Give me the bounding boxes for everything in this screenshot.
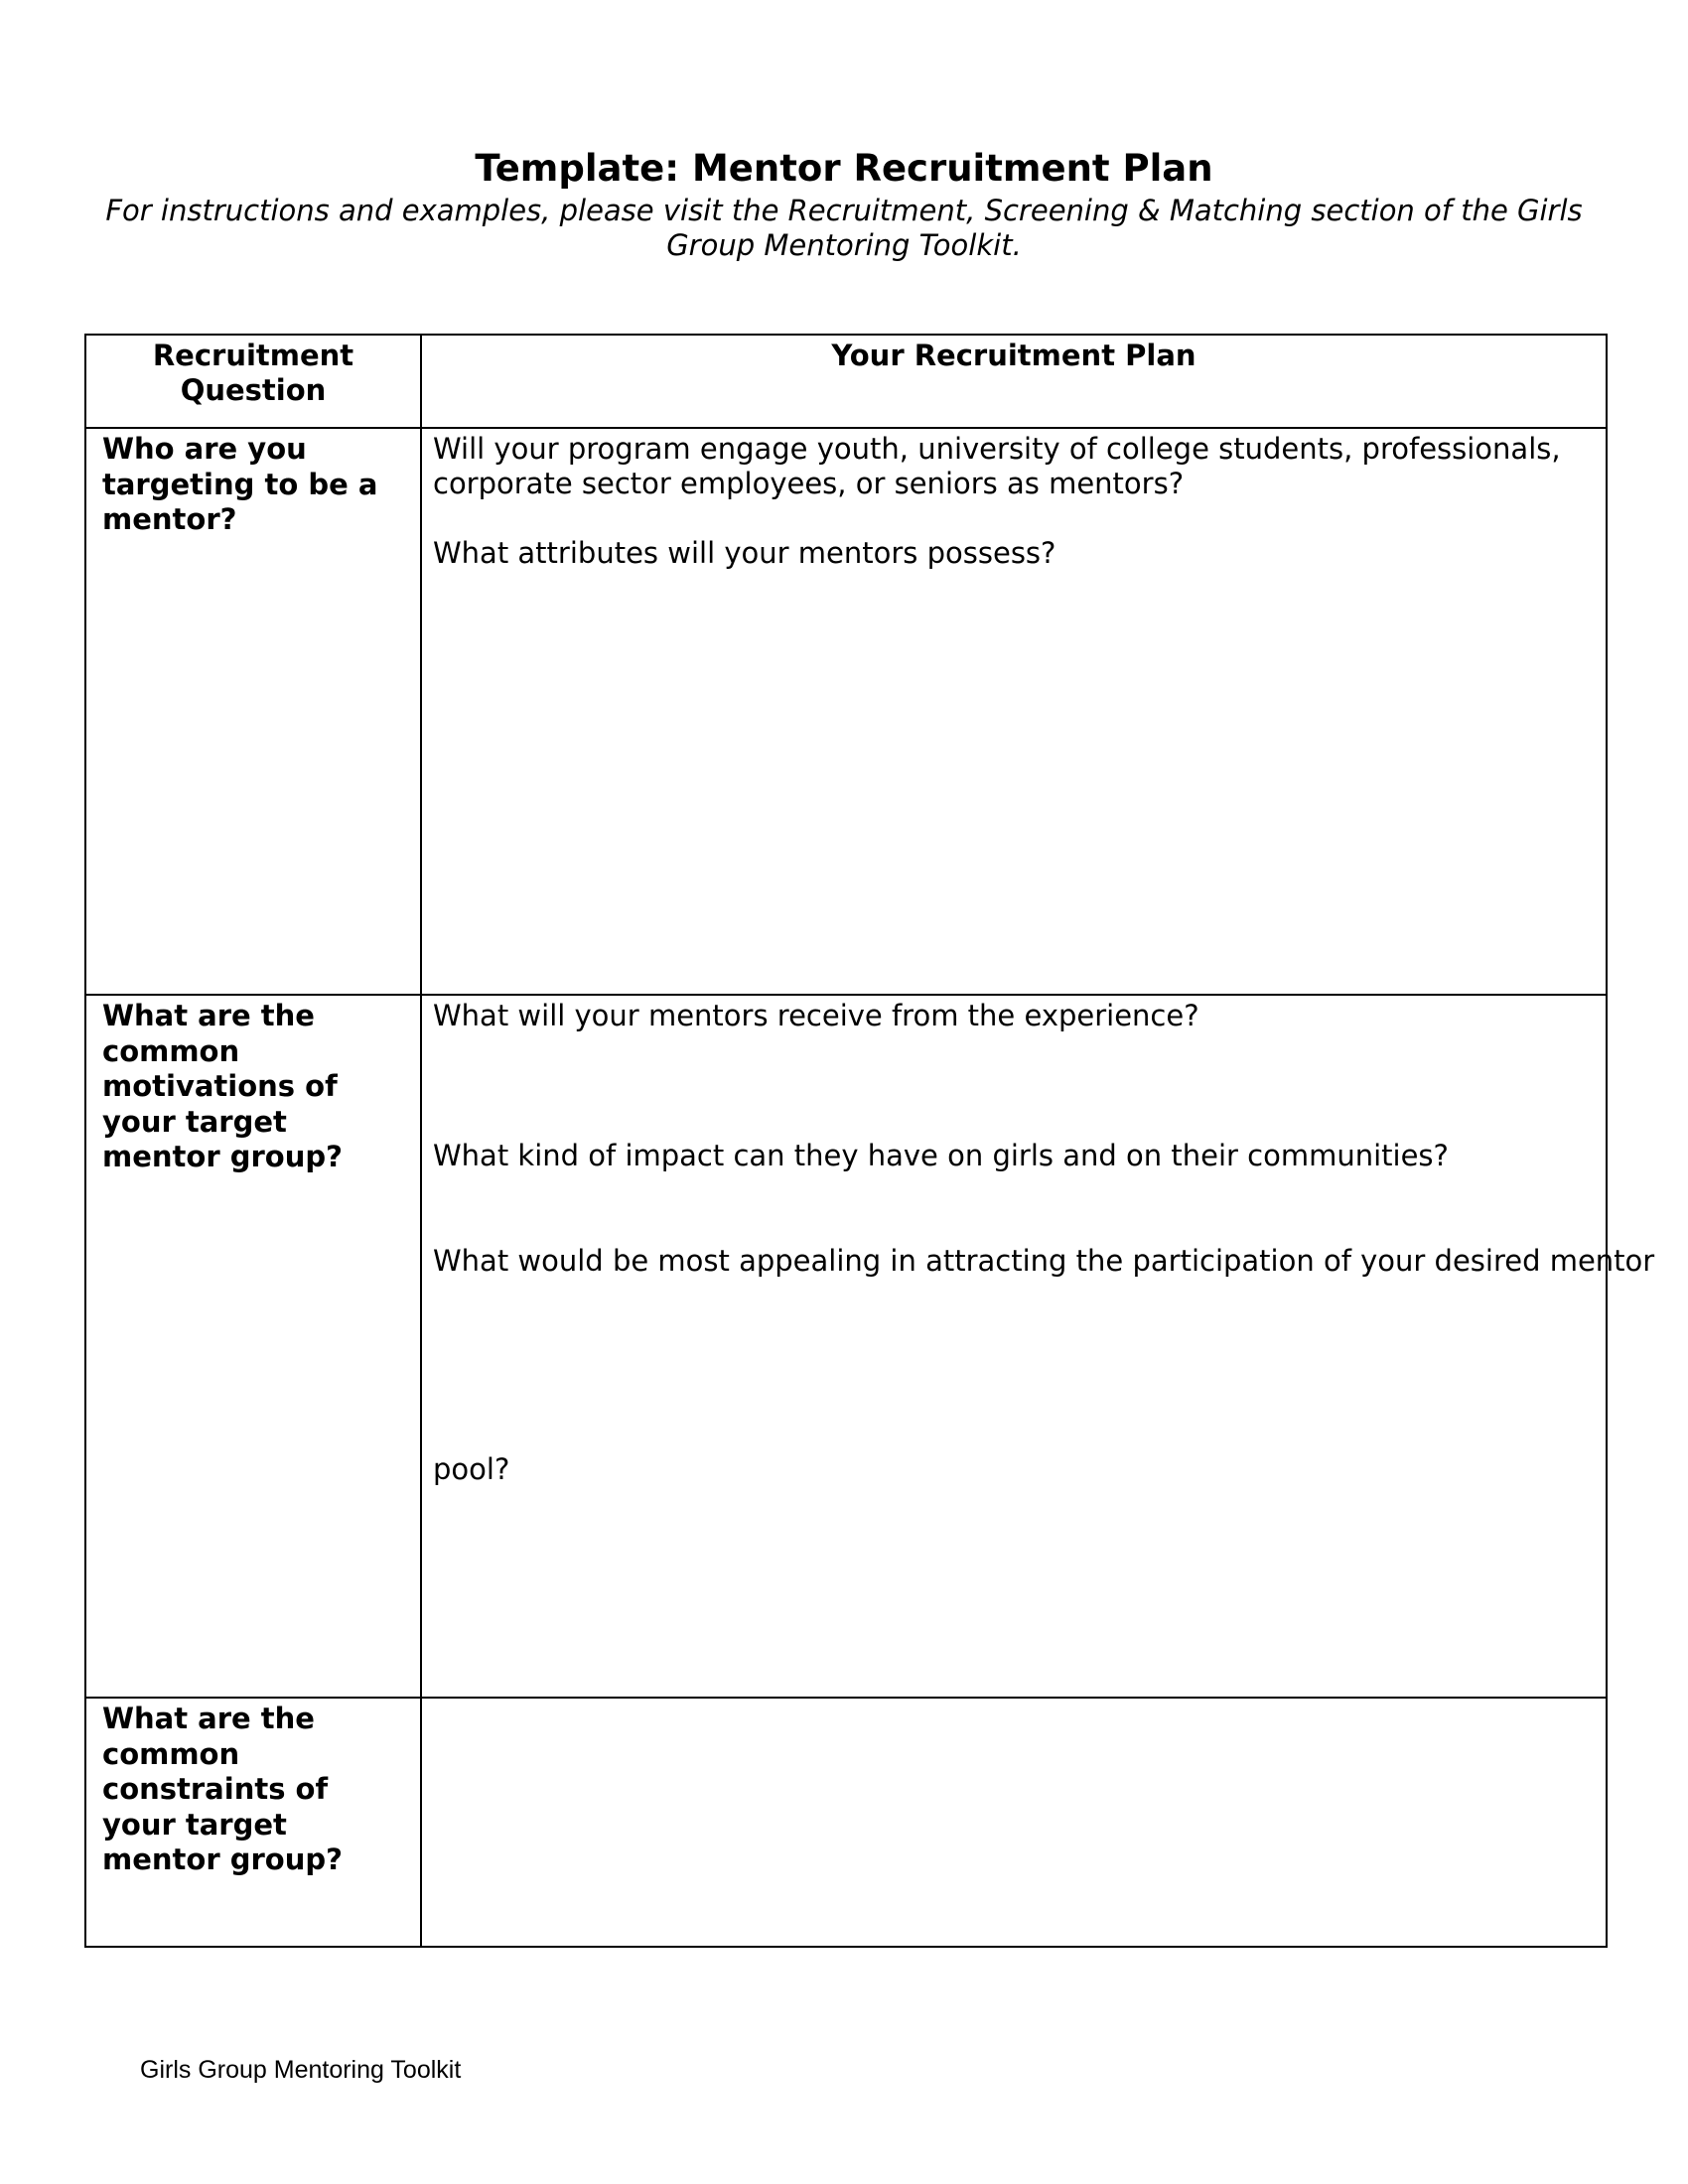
question-cell [85,428,421,995]
header-your-recruitment-plan-label: Your Recruitment Plan [831,339,1196,372]
page-title: Template: Mentor Recruitment Plan [475,147,1213,190]
header-recruitment-question [85,335,421,428]
table-header-row [85,335,1607,428]
prompt-text: What will your mentors receive from the experience? [433,999,1199,1032]
table-row [85,428,1607,995]
table-row [85,1698,1607,1947]
recruitment-plan-table [84,334,1655,1948]
answer-cell[interactable] [421,1698,1607,1947]
prompt-text: What attributes will your mentors possess? [433,536,1056,570]
table-row [85,995,1607,1698]
question-text: What are the common constraints of your target mentor group? [102,1702,343,1876]
header-recruitment-question-label: Recruitment Question [152,339,354,407]
question-cell [85,1698,421,1947]
prompt-text: What would be most appealing in attracting the participation of your desired mentor [433,1244,1655,1278]
prompt-text: Will your program engage youth, university of college students, professionals, corporate sector employees, or seniors as mentors? [433,432,1561,500]
header-your-recruitment-plan [421,335,1607,428]
prompt-text: What kind of impact can they have on girls and on their communities? [433,1139,1449,1172]
page-footer: Girls Group Mentoring Toolkit [140,2056,462,2084]
question-text: What are the common motivations of your target mentor group? [102,999,343,1173]
page-subtitle: For instructions and examples, please visit the Recruitment, Screening & Matching section of the Girls Group Mentoring Toolkit. [105,194,1583,262]
answer-cell[interactable] [421,428,1607,995]
question-text: Who are you targeting to be a mentor? [102,432,378,536]
answer-cell[interactable] [421,995,1655,1698]
prompt-text: pool? [433,1452,510,1486]
question-cell [85,995,421,1698]
